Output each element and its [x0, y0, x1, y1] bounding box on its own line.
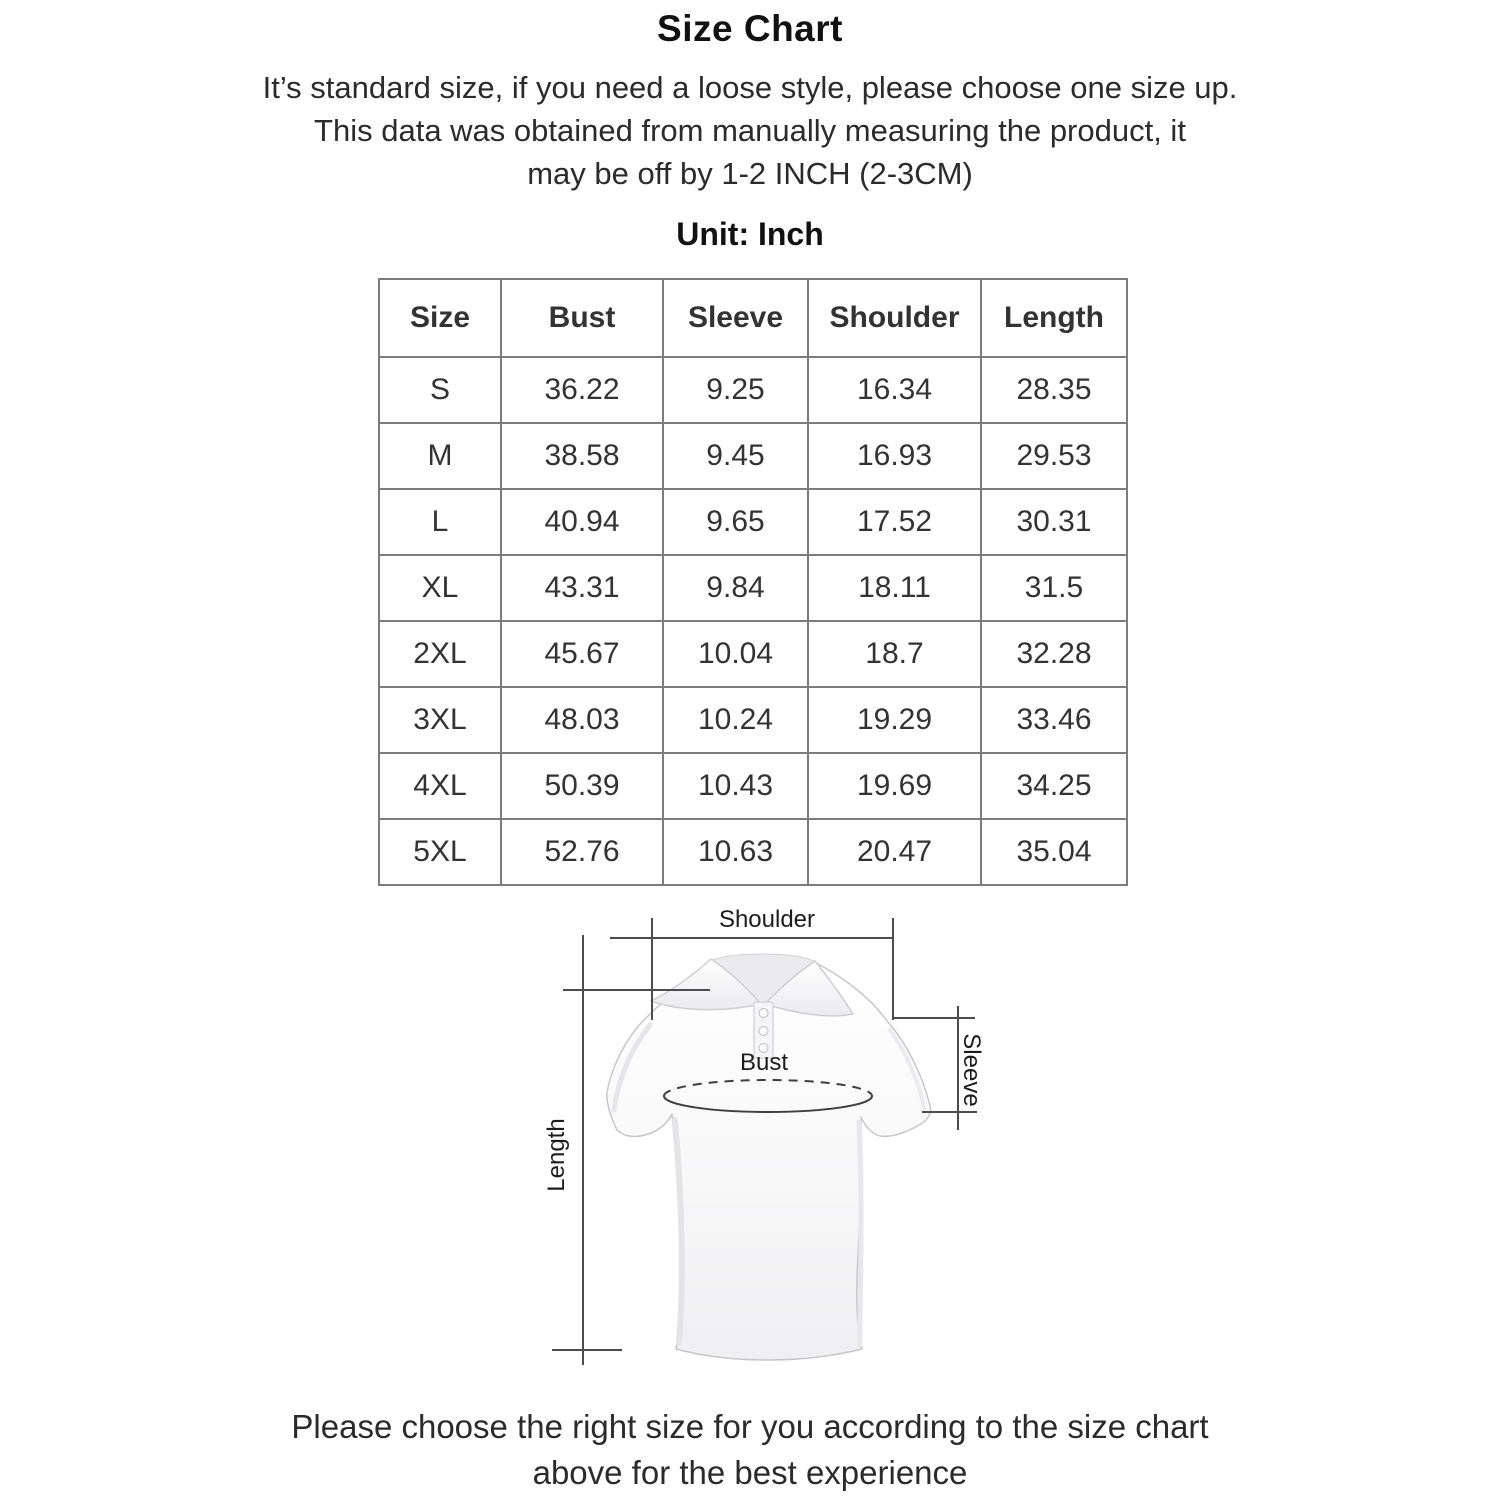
table-cell: 29.53 [981, 423, 1127, 489]
table-cell: 20.47 [808, 819, 981, 885]
table-row [379, 555, 1127, 621]
table-cell: 35.04 [981, 819, 1127, 885]
table-cell: 36.22 [501, 357, 663, 423]
table-cell: 10.04 [663, 621, 808, 687]
table-cell: 10.43 [663, 753, 808, 819]
col-header-bust: Bust [501, 279, 663, 357]
table-row [379, 819, 1127, 885]
table-cell: XL [379, 555, 501, 621]
table-cell: 30.31 [981, 489, 1127, 555]
table-cell: 9.25 [663, 357, 808, 423]
intro-line: It’s standard size, if you need a loose style, please choose one size up. [262, 70, 1238, 105]
table-cell: 50.39 [501, 753, 663, 819]
table-cell: 34.25 [981, 753, 1127, 819]
table-cell: S [379, 357, 501, 423]
footer-line: above for the best experience [532, 1454, 968, 1491]
measurement-diagram [530, 900, 1000, 1370]
polo-shirt-illustration [530, 900, 1000, 1370]
table-cell: 18.11 [808, 555, 981, 621]
table-row [379, 687, 1127, 753]
intro-line: may be off by 1-2 INCH (2-3CM) [527, 156, 973, 191]
table-cell: M [379, 423, 501, 489]
col-header-size: Size [379, 279, 501, 357]
table-cell: 38.58 [501, 423, 663, 489]
table-row [379, 489, 1127, 555]
table-cell: 9.45 [663, 423, 808, 489]
col-header-length: Length [981, 279, 1127, 357]
table-cell: 45.67 [501, 621, 663, 687]
buttons [759, 1009, 768, 1053]
col-header-shoulder: Shoulder [808, 279, 981, 357]
table-cell: 16.93 [808, 423, 981, 489]
table-cell: 52.76 [501, 819, 663, 885]
table-cell: 43.31 [501, 555, 663, 621]
page-title: Size Chart [657, 8, 843, 49]
table-cell: 3XL [379, 687, 501, 753]
table-row [379, 423, 1127, 489]
table-cell: 4XL [379, 753, 501, 819]
table-row [379, 753, 1127, 819]
unit-label: Unit: Inch [676, 216, 824, 252]
table-row [379, 357, 1127, 423]
table-cell: 32.28 [981, 621, 1127, 687]
sleeve-label: Sleeve [958, 1033, 985, 1107]
bust-label: Bust [739, 1049, 789, 1076]
table-cell: 17.52 [808, 489, 981, 555]
intro-line: This data was obtained from manually measuring the product, it [314, 113, 1186, 148]
table-cell: 31.5 [981, 555, 1127, 621]
table-header-row [379, 279, 1127, 357]
table-cell: 9.84 [663, 555, 808, 621]
table-cell: 5XL [379, 819, 501, 885]
table-cell: 40.94 [501, 489, 663, 555]
shoulder-label: Shoulder [718, 906, 816, 933]
col-header-sleeve: Sleeve [663, 279, 808, 357]
table-cell: 16.34 [808, 357, 981, 423]
table-cell: 9.65 [663, 489, 808, 555]
table-cell: L [379, 489, 501, 555]
table-row [379, 621, 1127, 687]
table-cell: 48.03 [501, 687, 663, 753]
size-table [378, 278, 1128, 886]
footer-text [0, 1404, 1500, 1496]
intro-text [0, 66, 1500, 195]
table-cell: 10.24 [663, 687, 808, 753]
table-cell: 18.7 [808, 621, 981, 687]
table-cell: 19.69 [808, 753, 981, 819]
table-cell: 2XL [379, 621, 501, 687]
length-label: Length [543, 1118, 570, 1192]
table-cell: 28.35 [981, 357, 1127, 423]
table-cell: 33.46 [981, 687, 1127, 753]
footer-line: Please choose the right size for you according to the size chart [291, 1408, 1209, 1445]
table-cell: 10.63 [663, 819, 808, 885]
table-cell: 19.29 [808, 687, 981, 753]
